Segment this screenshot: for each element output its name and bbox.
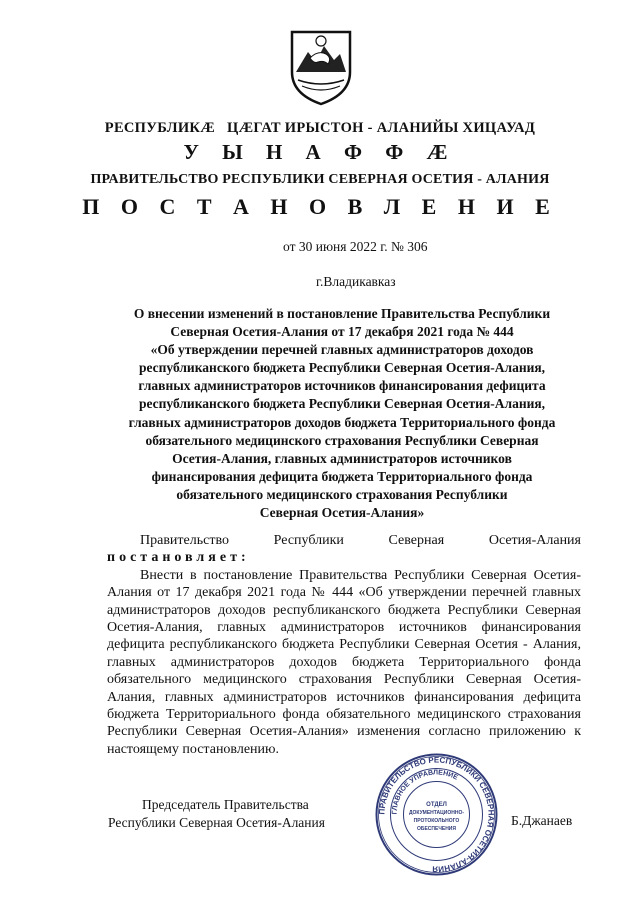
title-line: Осетия-Алания, главных администраторов источников <box>172 450 512 466</box>
body-paragraph-1-text: Правительство Республики Северная Осетия-Алания <box>140 533 581 548</box>
coat-of-arms-emblem <box>288 28 354 106</box>
signatory-name: Б.Джанаев <box>511 813 573 828</box>
title-line: обязательного медицинского страхования Республики Северная <box>145 432 539 448</box>
signatory-position-line2: Республики Северная Осетия-Алания <box>108 814 325 830</box>
russian-doc-type: П О С Т А Н О В Л Е Н И Е <box>82 194 558 219</box>
body-paragraph-1 <box>107 532 581 567</box>
title-line: Северная Осетия-Алания» <box>259 505 425 521</box>
title-line: финансирования дефицита бюджета Территориального фонда <box>151 468 533 484</box>
resolution-word: постановляет: <box>107 550 250 566</box>
stamp-center-line: ОТДЕЛ <box>426 802 447 808</box>
signatory-position <box>108 796 325 831</box>
title-line: Северная Осетия-Алания от 17 декабря 2021 года № 444 <box>170 324 514 340</box>
document-title <box>100 305 584 522</box>
stamp-center-line: ПРОТОКОЛЬНОГО <box>413 818 460 824</box>
title-line: главных администраторов доходов бюджета Территориального фонда <box>128 414 556 430</box>
stamp-outer-text: ПРАВИТЕЛЬСТВО РЕСПУБЛИКИ СЕВЕРНАЯ ОСЕТИЯ-АЛАНИЯ <box>377 755 496 874</box>
ossetian-header-part2: ЦÆГАТ ИРЫСТОН - АЛАНИЙЫ ХИЦАУАД <box>227 120 536 136</box>
title-line: главных администраторов источников финансирования дефицита <box>138 378 546 394</box>
title-line: «Об утверждении перечней главных администраторов доходов <box>150 342 534 358</box>
document-body <box>107 532 581 758</box>
stamp-inner-text: ГЛАВНОЕ УПРАВЛЕНИЕ <box>391 769 459 815</box>
stamp-center-line: ДОКУМЕНТАЦИОННО- <box>408 810 465 816</box>
document-date: от 30 июня 2022 г. № 306 <box>283 239 428 254</box>
title-line: О внесении изменений в постановление Правительства Республики <box>133 306 551 321</box>
title-line: республиканского бюджета Республики Северная Осетия-Алания, <box>138 396 546 412</box>
title-line: республиканского бюджета Республики Северная Осетия-Алания, <box>138 360 546 376</box>
stamp-center-line: ОБЕСПЕЧЕНИЯ <box>416 826 457 832</box>
official-seal-stamp <box>374 752 499 877</box>
ossetian-header <box>0 120 640 137</box>
signatory-position-line1: Председатель Правительства <box>142 797 309 812</box>
ossetian-doc-type: У Ы Н А Ф Ф Æ <box>183 140 457 164</box>
ossetian-header-part1: РЕСПУБЛИКÆ <box>104 120 216 136</box>
document-city: г.Владикавказ <box>316 274 396 289</box>
body-paragraph-2: Внести в постановление Правительства Республики Северная Осетия-Алания от 17 декабря 2021 года № 444 «Об утверждении перечней главных администраторов доходов республиканского бюджета Республики Северная Осетия-Алания, главных администраторов источников финансирования дефицита республиканского бюджета Республики Северная Осетия - Алания, главных администраторов доходов бюджета Территориального фонда обязательного медицинского страхования Республики Северная Осетия-Алания, главных администраторов источников финансирования дефицита бюджета Территориального фонда обязательного медицинского страхования Республики Северная Осетия-Алания» изменения согласно приложению к настоящему постановлению. <box>107 567 581 757</box>
title-line: обязательного медицинского страхования Республики <box>176 486 508 502</box>
russian-header: ПРАВИТЕЛЬСТВО РЕСПУБЛИКИ СЕВЕРНАЯ ОСЕТИЯ - АЛАНИЯ <box>90 172 550 187</box>
